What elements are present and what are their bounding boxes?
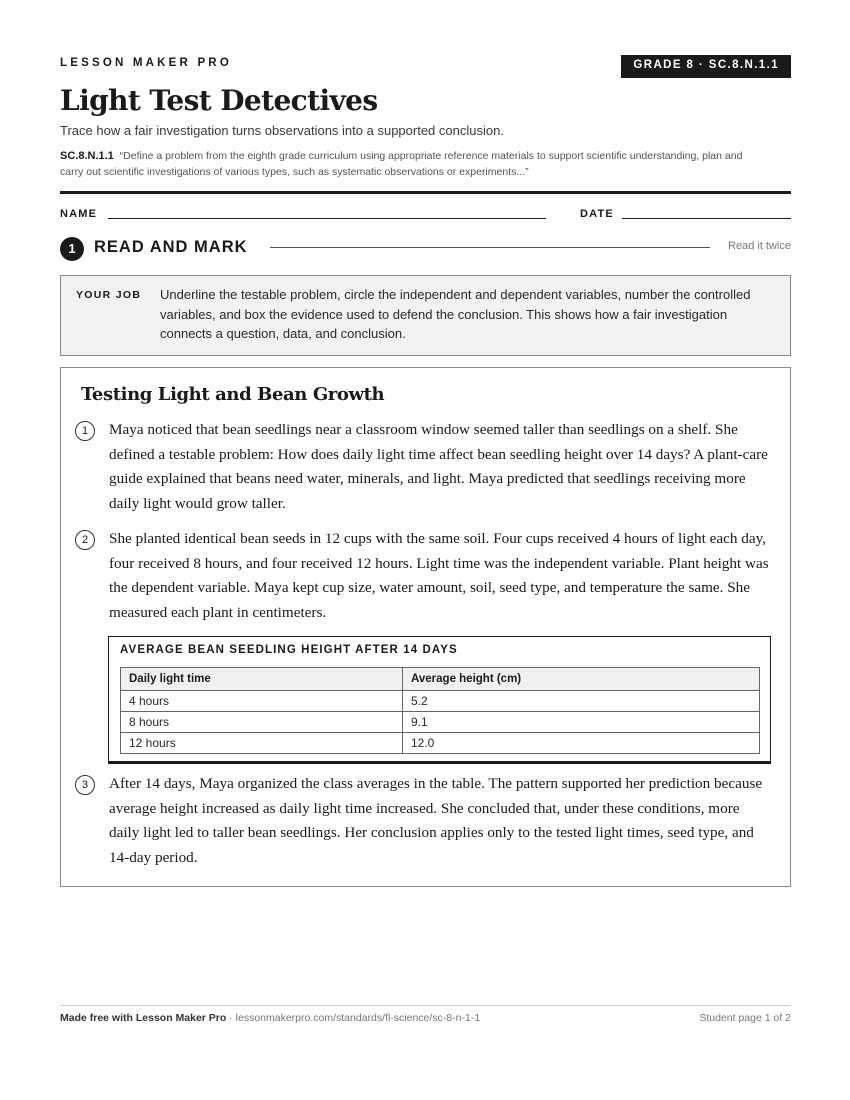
standard-description [60,148,760,180]
table-header-cell: Average height (cm) [403,668,760,691]
paragraph-text: Maya noticed that bean seedlings near a classroom window seemed taller than seedlings on a shelf. She defined a testable problem: How does daily light time affect bean seedling height over 14 days? A plant-care guide explained that beans need water, minerals, and light. Maya predicted that seedlings receiving more daily light would grow taller. [109,421,768,512]
job-label: YOUR JOB [76,289,142,301]
job-instructions-box [60,275,791,356]
date-field-line[interactable] [622,218,791,219]
paragraph-text: She planted identical bean seeds in 12 cups with the same soil. Four cups received 4 hours of light each day, four received 8 hours, and four received 12 hours. Light time was the independent variable. Plant height was the dependent variable. Maya kept cup size, water amount, soil, seed type, and temperature the same. She measured each plant in centimeters. [109,530,769,621]
section-note: Read it twice [728,240,791,252]
date-label: DATE [580,208,614,220]
standard-text: “Define a problem from the eighth grade curriculum using appropriate reference materials to support scientific understanding, plan and carry out scientific investigations of various types, such as systematic observations or experiments...” [60,150,743,178]
paragraph-number: 1 [75,421,95,441]
data-table-box [108,636,771,764]
grade-badge: GRADE 8 · SC.8.N.1.1 [621,55,791,78]
paragraph-text: After 14 days, Maya organized the class averages in the table. The pattern supported her prediction because average height increased as daily light time increased. She concluded that, under these conditions, more daily light led to taller bean seedlings. Her conclusion applies only to the tested light times, seed type, and 14-day period. [109,775,763,866]
name-label: NAME [60,208,98,220]
footer-credit [60,1012,480,1024]
table-cell: 4 hours [121,691,403,712]
table-cell: 12 hours [121,733,403,754]
footer-page-number: Student page 1 of 2 [699,1012,791,1024]
header-divider [60,191,791,194]
page-subtitle: Trace how a fair investigation turns observations into a supported conclusion. [60,123,504,138]
footer-url[interactable]: · lessonmakerpro.com/standards/fl-science/sc-8-n-1-1 [226,1012,481,1024]
reading-title: Testing Light and Bean Growth [81,384,385,405]
section-divider [270,247,710,248]
section-title: READ AND MARK [94,238,248,256]
job-text: Underline the testable problem, circle the independent and dependent variables, number the controlled variables, and box the evidence used to defend the conclusion. This shows how a fair investigation connects a question, data, and conclusion. [160,287,751,341]
table-cell: 5.2 [403,691,760,712]
table-cell: 9.1 [403,712,760,733]
section-number-badge: 1 [60,237,84,261]
table-row [121,691,760,712]
table-cell: 8 hours [121,712,403,733]
standard-code: SC.8.N.1.1 [60,150,114,162]
reading-passage [60,367,791,887]
table-header-row [121,668,760,691]
paragraph-number: 2 [75,530,95,550]
table-row [121,712,760,733]
data-table [120,667,760,754]
table-header-cell: Daily light time [121,668,403,691]
page-title: Light Test Detectives [60,84,378,117]
name-field-line[interactable] [108,218,546,219]
paragraph-number: 3 [75,775,95,795]
table-cell: 12.0 [403,733,760,754]
worksheet-page [60,0,791,1100]
footer-divider [60,1005,791,1006]
table-row [121,733,760,754]
footer-made-with: Made free with Lesson Maker Pro [60,1012,227,1024]
brand-name: LESSON MAKER PRO [60,57,232,69]
table-caption: AVERAGE BEAN SEEDLING HEIGHT AFTER 14 DAYS [120,644,458,656]
